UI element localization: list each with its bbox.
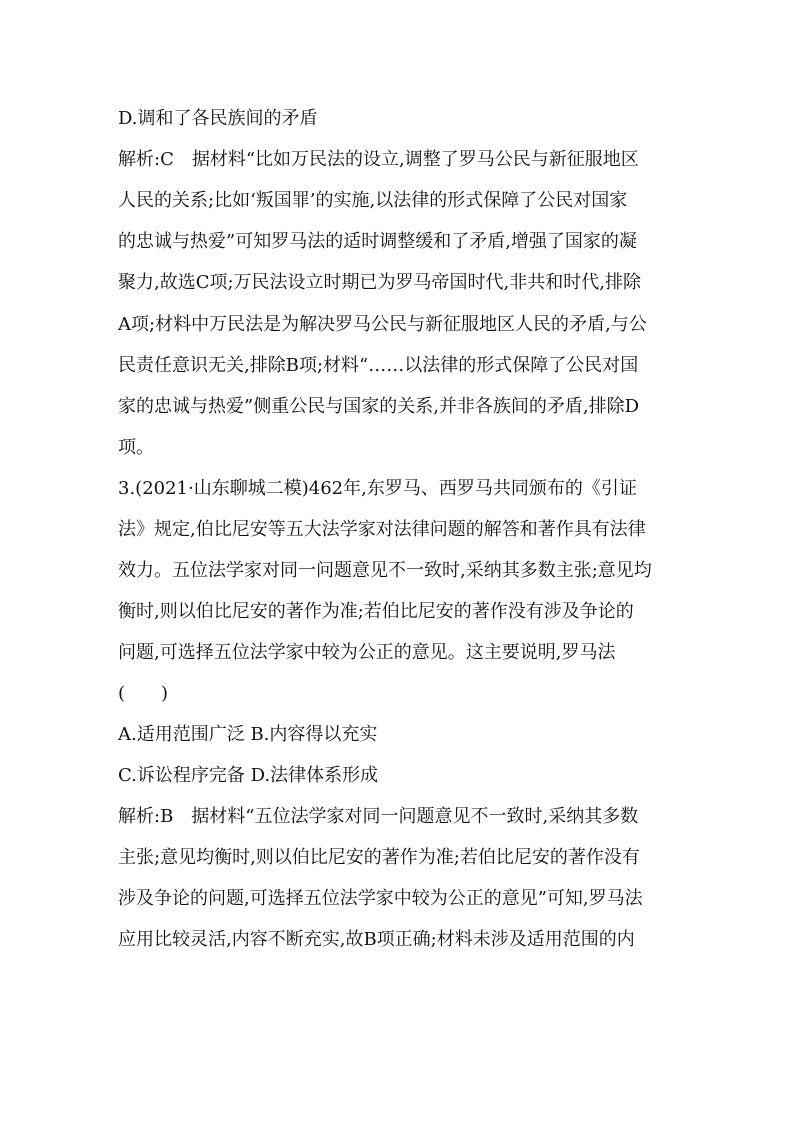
question-3-line-1: 3.(2021·山东聊城二模)462年,东罗马、西罗马共同颁布的《引证 (118, 478, 637, 499)
analysis-2-line-4: 应用比较灵活,内容不断充实,故B项正确;材料未涉及适用范围的内 (118, 929, 635, 950)
options-a-b: A.适用范围广泛 B.内容得以充实 (118, 724, 378, 745)
question-3-line-4: 衡时,则以伯比尼安的著作为准;若伯比尼安的著作没有涉及争论的 (118, 601, 634, 622)
analysis-line-6: 民责任意识无关,排除B项;材料“……以法律的形式保障了公民对国 (118, 355, 639, 376)
analysis-line-7: 家的忠诚与热爱”侧重公民与国家的关系,并非各族间的矛盾,排除D (118, 396, 640, 417)
analysis-line-2: 人民的关系;比如‘叛国罪’的实施,以法律的形式保障了公民对国家 (118, 190, 628, 211)
answer-blank: ( ) (118, 683, 169, 704)
analysis-2-line-1: 解析:B 据材料“五位法学家对同一问题意见不一致时,采纳其多数 (118, 806, 639, 827)
analysis-line-8: 项。 (118, 437, 154, 458)
option-d-previous: D.调和了各民族间的矛盾 (118, 108, 318, 129)
question-3-line-2: 法》规定,伯比尼安等五大法学家对法律问题的解答和著作具有法律 (118, 519, 646, 540)
analysis-line-1: 解析:C 据材料“比如万民法的设立,调整了罗马公民与新征服地区 (118, 149, 639, 170)
analysis-2-line-2: 主张;意见均衡时,则以伯比尼安的著作为准;若伯比尼安的著作没有 (118, 847, 640, 868)
analysis-2-line-3: 涉及争论的问题,可选择五位法学家中较为公正的意见”可知,罗马法 (118, 888, 643, 909)
question-3-line-3: 效力。五位法学家对同一问题意见不一致时,采纳其多数主张;意见均 (118, 560, 652, 581)
analysis-line-3: 的忠诚与热爱”可知罗马法的适时调整缓和了矛盾,增强了国家的凝 (118, 231, 637, 252)
options-c-d: C.诉讼程序完备 D.法律体系形成 (118, 765, 379, 786)
question-3-line-5: 问题,可选择五位法学家中较为公正的意见。这主要说明,罗马法 (118, 642, 616, 663)
analysis-line-5: A项;材料中万民法是为解决罗马公民与新征服地区人民的矛盾,与公 (118, 314, 647, 335)
analysis-line-4: 聚力,故选C项;万民法设立时期已为罗马帝国时代,非共和时代,排除 (118, 272, 641, 293)
